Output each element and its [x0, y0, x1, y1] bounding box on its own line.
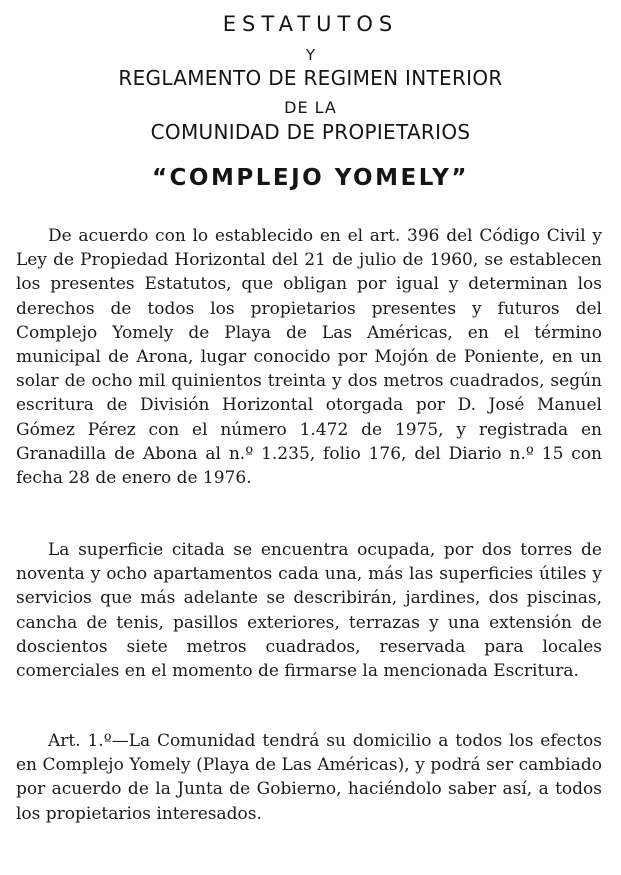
title-de-la: DE LA: [284, 98, 337, 117]
title-conjunction: Y: [305, 46, 316, 64]
title-estatutos: ESTATUTOS: [222, 12, 399, 36]
title-comunidad: COMUNIDAD DE PROPIETARIOS: [150, 120, 471, 144]
title-complejo-name: “COMPLEJO YOMELY”: [151, 165, 470, 191]
paragraph-intro: De acuerdo con lo establecido en el art. 396 del Código Civil y Ley de Propiedad Horizontal del 21 de julio de 1960, se establecen los presentes Estatutos, que obligan por igual y determinan los derechos de todos los propietarios presentes y futuros del Complejo Yomely de Playa de Las Américas, en el término municipal de Arona, lugar conocido por Mojón de Poniente, en un solar de ocho mil quinientos treinta y dos metros cuadrados, según escritura de División Horizontal otorgada por D. José Manuel Gómez Pérez con el número 1.472 de 1975, y registrada en Granadilla de Abona al n.º 1.235, folio 176, del Diario n.º 15 con fecha 28 de enero de 1976.: [16, 226, 602, 489]
paragraph-article-1: Art. 1.º—La Comunidad tendrá su domicilio a todos los efectos en Complejo Yomely (Playa de Las Américas), y podrá ser cambiado por acuerdo de la Junta de Gobierno, haciéndolo saber así, a todos los propietarios interesados.: [16, 731, 602, 824]
title-reglamento: REGLAMENTO DE REGIMEN INTERIOR: [118, 66, 503, 90]
paragraph-superficie: La superficie citada se encuentra ocupada, por dos torres de noventa y ocho apartamentos cada una, más las superficies útiles y servicios que más adelante se describirán, jardines, dos piscinas, cancha de tenis, pasillos exteriores, terrazas y una extensión de doscientos siete metros cuadrados, reservada para locales comerciales en el momento de firmarse la mencionada Escritura.: [16, 540, 602, 682]
